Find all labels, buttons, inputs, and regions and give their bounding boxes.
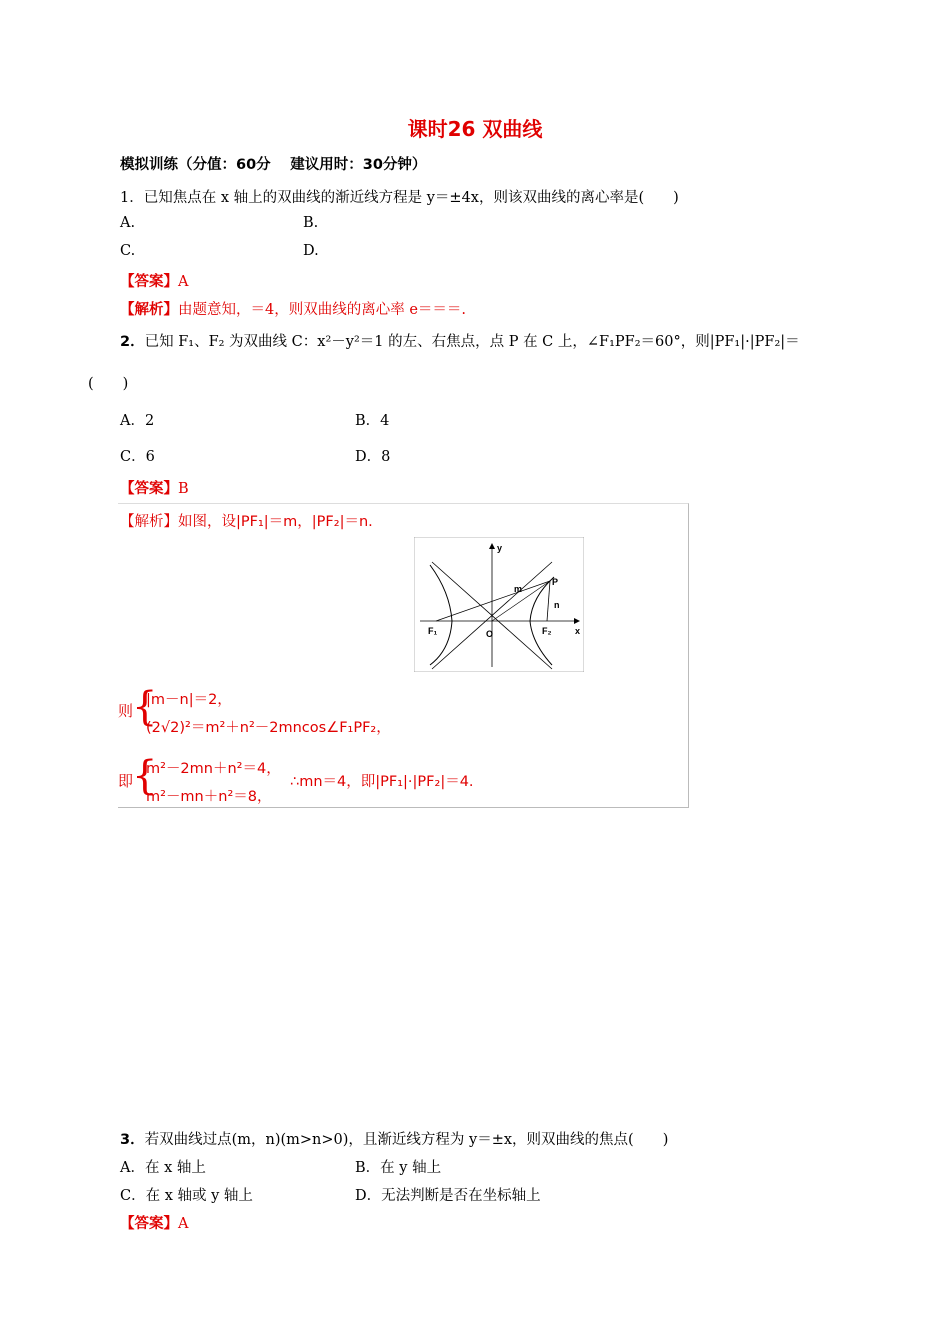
question-1-text: 已知焦点在 x 轴上的双曲线的渐近线方程是 y＝±4x，则该双曲线的离心率是( ) (143, 190, 679, 206)
q1-answer-value: A (178, 274, 189, 290)
system-1-line-2: (2√2)²＝m²＋n²－2mncos∠F₁PF₂， (146, 720, 391, 736)
q1-option-b: B. (303, 215, 319, 231)
fig-label-f1: F₁ (428, 626, 438, 636)
q2-paren: ( ) (88, 376, 129, 392)
question-1 (120, 186, 679, 207)
fig-label-n: n (554, 600, 560, 610)
question-3 (120, 1128, 668, 1149)
q3-option-d: D．无法判断是否在坐标轴上 (355, 1188, 541, 1204)
fig-label-m: m (514, 584, 523, 594)
q1-option-a: A. (120, 215, 136, 231)
q1-analysis-text: 由题意知，＝4，则双曲线的离心率 e＝＝＝. (178, 302, 467, 318)
q3-option-c: C．在 x 轴或 y 轴上 (120, 1188, 253, 1204)
system-1-brace: { (132, 684, 158, 730)
q1-option-d: D. (303, 243, 319, 259)
fig-label-y: y (497, 543, 503, 553)
system-2-line-2: m²－mn＋n²＝8， (146, 789, 272, 805)
q3-answer-value: A (178, 1216, 189, 1232)
q1-option-c: C. (120, 243, 136, 259)
q2-option-c: C．6 (120, 449, 155, 465)
hyperbola-figure (414, 537, 584, 672)
q3-answer-tag: 【答案】 (120, 1216, 178, 1232)
q2-answer (120, 477, 189, 498)
fig-label-p: P (552, 577, 559, 587)
q1-answer (120, 270, 188, 291)
page-title: 课时26 双曲线 (407, 117, 543, 141)
question-3-text: 若双曲线过点(m，n)(m>n>0)，且渐近线方程为 y＝±x，则双曲线的焦点( ) (144, 1132, 669, 1148)
q1-analysis (120, 298, 466, 319)
section-subtitle: 模拟训练（分值：60分 建议用时：30分钟） (120, 157, 427, 173)
system-1-line-1: |m－n|＝2， (146, 692, 232, 708)
q2-answer-tag: 【答案】 (120, 481, 178, 497)
solution-conclusion: ∴mn＝4，即|PF₁|·|PF₂|＝4. (290, 774, 474, 790)
q3-option-a: A．在 x 轴上 (120, 1160, 206, 1176)
q2-option-d: D．8 (355, 449, 391, 465)
fig-label-o: O (486, 629, 494, 639)
system-2-brace: { (132, 753, 158, 799)
q1-analysis-tag: 【解析】 (120, 302, 178, 318)
solution-box (118, 503, 689, 808)
fig-label-f2: F₂ (542, 626, 552, 636)
question-2-number: 2． (120, 334, 145, 350)
question-3-number: 3． (120, 1132, 145, 1148)
q2-option-a: A．2 (120, 413, 155, 429)
q3-option-b: B．在 y 轴上 (355, 1160, 442, 1176)
system-2-line-1: m²－2mn＋n²＝4， (146, 761, 281, 777)
q2-analysis-intro: 【解析】如图，设|PF₁|＝m，|PF₂|＝n. (120, 514, 373, 530)
solution-then: 则 (118, 702, 134, 720)
question-2 (120, 330, 800, 351)
fig-label-x: x (575, 626, 581, 636)
q1-answer-tag: 【答案】 (120, 274, 178, 290)
q2-option-b: B．4 (355, 413, 390, 429)
solution-ie: 即 (118, 772, 134, 790)
q2-answer-value: B (178, 481, 189, 497)
question-1-number: 1． (120, 190, 144, 206)
q3-answer (120, 1212, 188, 1233)
question-2-text: 已知 F₁、F₂ 为双曲线 C：x²－y²＝1 的左、右焦点，点 P 在 C 上，∠F₁PF₂＝60°，则|PF₁|·|PF₂|＝ (144, 334, 800, 350)
